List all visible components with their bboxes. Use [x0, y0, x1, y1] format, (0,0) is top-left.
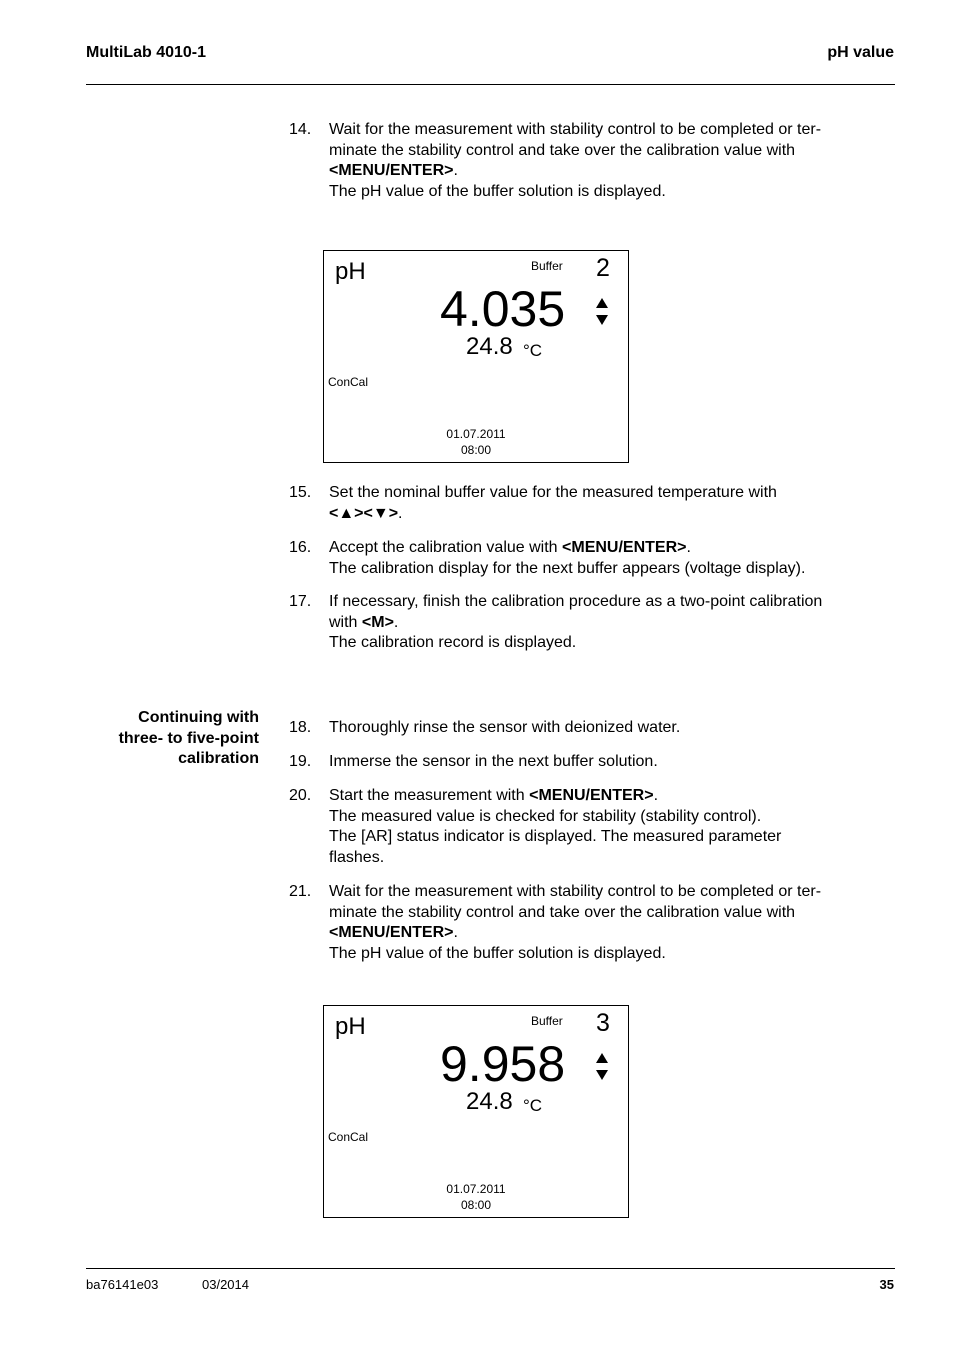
screen-datetime [324, 1181, 628, 1213]
step-line [329, 633, 879, 654]
step-text [329, 483, 879, 524]
key-name: <MENU/ENTER> [562, 539, 687, 556]
key-name: <MENU/ENTER> [329, 162, 454, 180]
step-text [329, 120, 879, 203]
screen-parameter: pH [335, 1013, 366, 1040]
text-segment: Accept the calibration value with [329, 539, 563, 556]
text-segment: The pH value of the buffer solution is displayed. [329, 183, 666, 201]
text-segment: minate the stability control and take over the calibration value with [329, 903, 796, 921]
screen-temperature: 24.8 [466, 1088, 513, 1115]
screen-time: 08:00 [460, 1198, 492, 1212]
text-segment: Wait for the measurement with stability control to be completed or ter- [329, 121, 822, 138]
key-name: <M> [361, 613, 394, 631]
step-number: 21. [289, 883, 312, 900]
side-heading-line: calibration [178, 750, 259, 768]
step-line [329, 141, 879, 162]
step-line [329, 848, 879, 869]
step-line [329, 613, 879, 634]
step-20 [289, 786, 879, 869]
text-segment: Start the measurement with [329, 787, 530, 804]
key-name: <▲><▼> [329, 504, 399, 522]
screen-date: 01.07.2011 [446, 1182, 506, 1196]
screen-buffer-number: 3 [596, 1009, 610, 1037]
screen-mode: ConCal [328, 375, 369, 389]
step-19 [289, 752, 879, 773]
step-text [329, 538, 879, 579]
up-down-arrows-icon [595, 297, 609, 327]
text-segment: The calibration record is displayed. [329, 634, 577, 652]
text-segment: Wait for the measurement with stability control to be completed or ter- [329, 883, 822, 900]
step-18 [289, 718, 879, 739]
screen-buffer-label: Buffer [531, 259, 563, 273]
step-line [329, 807, 879, 828]
step-number: 20. [289, 787, 312, 804]
screen-buffer-label: Buffer [531, 1014, 563, 1028]
screen-datetime [324, 426, 628, 458]
step-text [329, 786, 879, 869]
text-segment: . [393, 613, 399, 631]
footer-date: 03/2014 [202, 1277, 249, 1292]
header-divider [86, 84, 895, 85]
text-segment: The calibration display for the next buffer appears (voltage display). [329, 559, 806, 577]
step-line [329, 752, 879, 773]
step-line [329, 120, 879, 141]
step-number: 17. [289, 593, 312, 610]
screen-temperature-unit: °C [523, 1096, 543, 1115]
footer-divider [86, 1268, 895, 1269]
step-number: 15. [289, 484, 312, 501]
screen-buffer-number: 2 [596, 254, 610, 282]
screen-mode: ConCal [328, 1130, 369, 1144]
step-line [329, 559, 879, 580]
text-segment: The [AR] status indicator is displayed. The measured parameter [329, 828, 782, 846]
display-screen-buffer-3 [323, 1005, 629, 1218]
screen-date: 01.07.2011 [446, 427, 506, 441]
step-line [329, 161, 879, 182]
text-segment: Set the nominal buffer value for the measured temperature with [329, 484, 777, 501]
side-heading-line: Continuing with [138, 709, 259, 726]
step-17 [289, 592, 879, 654]
key-name: <MENU/ENTER> [329, 924, 454, 942]
step-15 [289, 483, 879, 524]
text-segment: flashes. [329, 849, 385, 867]
text-segment: Thoroughly rinse the sensor with deionized water. [329, 719, 681, 736]
display-screen-buffer-2 [323, 250, 629, 463]
step-line [329, 903, 879, 924]
step-14 [289, 120, 879, 203]
text-segment: . [453, 924, 458, 942]
screen-parameter: pH [335, 258, 366, 285]
text-segment: The pH value of the buffer solution is displayed. [329, 945, 666, 963]
step-line [329, 504, 879, 525]
text-segment: . [453, 162, 458, 180]
text-segment: The measured value is checked for stability (stability control). [329, 807, 762, 825]
step-line [329, 718, 879, 739]
step-line [329, 483, 879, 504]
step-line [329, 827, 879, 848]
step-line [329, 882, 879, 903]
step-21 [289, 882, 879, 965]
step-line [329, 182, 879, 203]
step-text [329, 592, 879, 654]
text-segment: . [653, 787, 659, 804]
step-line [329, 592, 879, 613]
key-name: <MENU/ENTER> [529, 787, 654, 804]
step-line [329, 786, 879, 807]
step-line [329, 944, 879, 965]
screen-temperature-unit: °C [523, 341, 543, 360]
step-text [329, 752, 879, 773]
step-line [329, 538, 879, 559]
step-number: 18. [289, 719, 312, 736]
step-16 [289, 538, 879, 579]
header-section-title: pH value [827, 44, 894, 61]
screen-time: 08:00 [460, 443, 492, 457]
header-product-name: MultiLab 4010-1 [86, 44, 207, 61]
step-number: 16. [289, 539, 312, 556]
screen-temperature: 24.8 [466, 333, 513, 360]
step-line [329, 923, 879, 944]
text-segment: Immerse the sensor in the next buffer solution. [329, 753, 658, 770]
step-text [329, 718, 879, 739]
footer-doc-code: ba76141e03 [86, 1277, 159, 1292]
side-heading [59, 708, 259, 770]
footer-page-number: 35 [879, 1277, 894, 1292]
text-segment: . [686, 539, 691, 556]
text-segment: . [398, 504, 403, 522]
side-heading-line: three- to five-point [118, 729, 259, 747]
text-segment: If necessary, finish the calibration procedure as a two-point calibration [329, 593, 823, 610]
step-number: 19. [289, 753, 312, 770]
step-text [329, 882, 879, 965]
screen-measured-value: 9.958 [440, 1036, 566, 1092]
up-down-arrows-icon [595, 1052, 609, 1082]
text-segment: minate the stability control and take over the calibration value with [329, 141, 796, 159]
screen-measured-value: 4.035 [440, 281, 566, 337]
text-segment: with [329, 613, 362, 631]
step-number: 14. [289, 121, 312, 138]
